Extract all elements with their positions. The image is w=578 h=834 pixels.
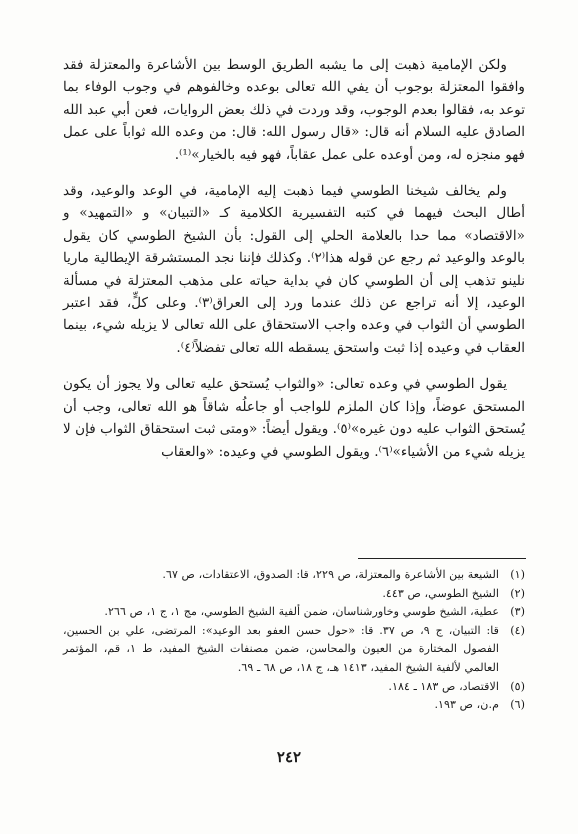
footnote-item: [63, 566, 525, 585]
footnote-number: (٤): [510, 623, 525, 637]
footnote-text: قا: التبيان، ج ٩، ص ٣٧. قا: «حول حسن العفو بعد الوعيد»: المرتضى، علي بن الحسين، الفصول المختارة من العيون والمحاسن، ضمن مصنفات الشيخ المفيد، ط ١، قم، المؤتمر العالمي لألفية الشيخ المفيد، ١٤١٣ هـ، ج ١٨، ص ٦٨ ـ ٦٩.: [63, 623, 500, 674]
footnote-number: (٥): [510, 679, 525, 693]
footnote-item: [63, 696, 525, 715]
footnote-item: [63, 622, 525, 678]
paragraph-2: ولم يخالف شيخنا الطوسي فيما ذهبت إليه الإمامية، في الوعد والوعيد، وقد أطال البحث فيهما في كتبه التفسيرية الكلامية كـ «التبيان» و «التمهيد» و «الاقتصاد» مما حدا بالعلامة الحلي إلى القول: بأن الشيخ الطوسي كان يقول بالوعد والوعيد ثم رجع عن قوله هذا⁽٢⁾. وكذلك فإننا نجد المستشرقة الإيطالية ماريا نلينو تذهب إلى أن الطوسي كان في بداية حياته على مذهب المعتزلة في مسألة الوعيد، إلا أنه تراجع عن ذلك عندما ورد إلى العراق⁽٣⁾. وعلى كلٍّ، فقد اعتبر الطوسي أن الثواب في وعده واجب الاستحقاق على الله تعالى لا يزيله شيء، بينما العقاب في وعيده إذا ثبت واستحق يسقطه الله تعالى تفضلاً⁽٤⁾.: [63, 183, 525, 356]
footnote-text: الاقتصاد، ص ١٨٣ ـ ١٨٤.: [388, 679, 499, 693]
footnote-number: (١): [510, 568, 525, 581]
footnote-number: (٣): [510, 605, 525, 619]
footnote-text: الشيخ الطوسي، ص ٤٤٣.: [382, 586, 499, 600]
footnote-text: م.ن، ص ١٩٣.: [434, 698, 499, 712]
footnote-number: (٢): [510, 586, 525, 600]
footnote-number: (٦): [510, 698, 525, 712]
main-text: [63, 54, 525, 463]
footnote-item: [63, 603, 525, 622]
footnotes: [63, 566, 525, 715]
paragraph-3: يقول الطوسي في وعده تعالى: «والثواب يُستحق عليه تعالى ولا يجوز أن يكون المستحق عوضاً، وإذا كان الملزم للواجب أو جاعلُه شاقاً هو الله تعالى، وجب أن يُستحق الثواب عليه دون غيره»⁽٥⁾. ويقول أيضاً: «ومتى ثبت استحقاق الثواب فإن لا يزيله شيء من الأشياء»⁽٦⁾. ويقول الطوسي في وعيده: «والعقاب: [63, 376, 525, 460]
paragraph-1: ولكن الإمامية ذهبت إلى ما يشبه الطريق الوسط بين الأشاعرة والمعتزلة فقد وافقوا المعتزلة بوجوب أن يفي الله تعالى بوعده وخالفوهم في وجوب الوفاء بما توعد به، فقالوا بعدم الوجوب، وقد وردت في ذلك بعض الروايات، فعن أبي عبد الله الصادق عليه السلام أنه قال: «قال رسول الله: قال: من وعده الله ثواباً على عمل فهو منجزه له، ومن أوعده على عمل عقاباً، فهو فيه بالخيار»⁽¹⁾.: [63, 57, 525, 163]
footnote-item: [63, 678, 525, 697]
footnote-item: [63, 585, 525, 604]
footnote-text: عطية، الشيخ طوسي وخاورشناسان، ضمن ألفية الشيخ الطوسي، مج ١، ج ١، ص ٢٦٦.: [104, 605, 499, 619]
page-number: ٢٤٢: [276, 748, 302, 766]
footnote-text: الشيعة بين الأشاعرة والمعتزلة، ص ٢٢٩، قا: الصدوق، الاعتقادات، ص ٦٧.: [162, 568, 499, 581]
footnote-divider: [358, 558, 526, 559]
